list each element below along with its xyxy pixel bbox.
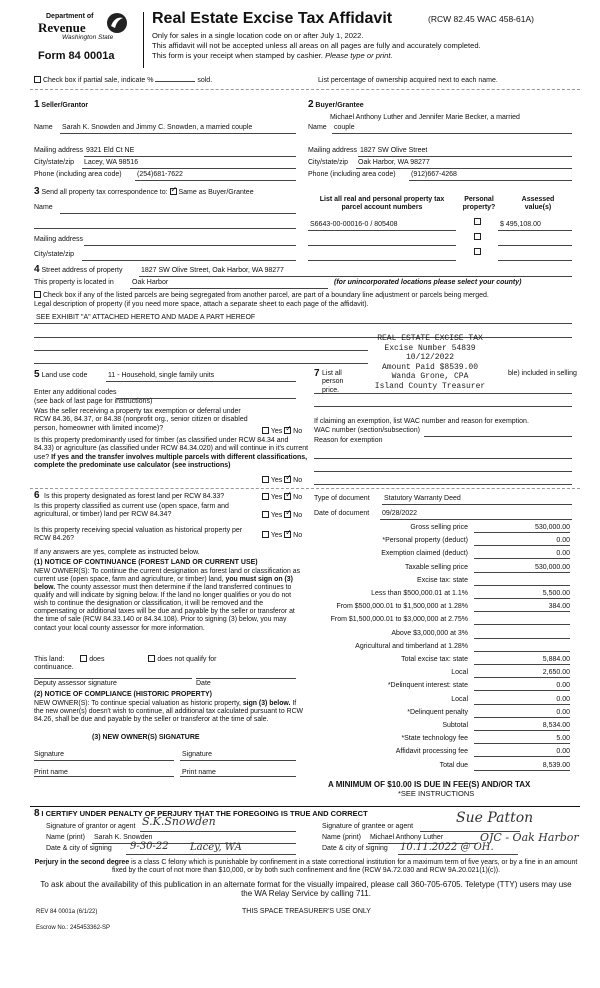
deputy-date-label: Date — [196, 680, 211, 687]
signature-label: Signature — [34, 751, 64, 758]
current-use-question: Is this property classified as current use (open space, farm and agricultural, or timber) land per RCW 84.34? — [34, 503, 229, 519]
sec6-number: 6 — [34, 490, 40, 501]
see-back-note: (see back of last page for instructions) — [34, 398, 153, 405]
personal-property-checkbox[interactable] — [474, 233, 481, 242]
notice-line2: This affidavit will not be accepted unless all areas on all pages are fully and accurately completed. — [152, 41, 481, 50]
accessibility-notice: To ask about the availability of this publication in an alternate format for the visually impaired, please call 360-705-6705. Teletype (TTY) users may use the WA Relay Service by calling 711. — [40, 880, 572, 899]
tax-row-label: *Personal property (deduct) — [382, 537, 468, 545]
forest-question: Is this property designated as forest land per RCW 84.33? — [44, 493, 225, 500]
form-title: Real Estate Excise Tax Affidavit — [152, 10, 393, 27]
ownership-note: List percentage of ownership acquired next to each name. — [318, 77, 498, 84]
reason-label: Reason for exemption — [314, 437, 383, 444]
tax-row-label: Excise tax: state — [417, 576, 468, 584]
tax-row-label: From $1,500,000.01 to $3,000,000 at 2.75% — [330, 616, 468, 624]
tax-row-value[interactable]: 0.00 — [474, 682, 570, 691]
grantor-city[interactable]: Lacey, WA — [190, 842, 242, 853]
print-name-label: Print name — [34, 769, 68, 776]
buyer-phone-label: Phone (including area code) — [308, 171, 396, 178]
grantee-date[interactable]: 10.11.2022 @ OH. — [400, 842, 494, 853]
revision-label: REV 84 0001a (6/1/22) — [36, 909, 98, 915]
tax-row-value[interactable]: 384.00 — [474, 603, 570, 612]
buyer-name-line1[interactable]: Michael Anthony Luther and Jennifer Marie Becker, a married — [330, 114, 520, 121]
tax-row-value[interactable]: 2,650.00 — [474, 669, 570, 678]
tax-row-label: Total excise tax: state — [401, 656, 468, 663]
tax-row-value[interactable] — [474, 577, 570, 586]
tax-row-label: Local — [451, 669, 468, 677]
no-checkbox[interactable] — [284, 427, 291, 434]
land-use-code[interactable]: 11 - Household, single family units — [108, 372, 215, 379]
doc-type-label: Type of document — [314, 495, 370, 502]
same-as-buyer-checkbox[interactable] — [170, 188, 177, 195]
rcw-reference: (RCW 82.45 WAC 458-61A) — [428, 14, 534, 24]
this-land-row: This land: does does not qualify for — [34, 656, 217, 663]
tax-row-label: Subtotal — [442, 722, 468, 729]
buyer-name-label: Name — [308, 124, 327, 131]
no-checkbox[interactable] — [284, 476, 291, 483]
tax-row-value[interactable]: 8,534.00 — [474, 722, 570, 731]
segregation-checkbox[interactable] — [34, 291, 41, 298]
seller-city-label: City/state/zip — [34, 159, 75, 166]
doc-type[interactable]: Statutory Warranty Deed — [384, 495, 461, 502]
tax-row-label: From $500,000.01 to $1,500,000 at 1.28% — [336, 603, 468, 611]
tax-row-label: Above $3,000,000 at 3% — [391, 629, 468, 637]
does-not-checkbox[interactable] — [148, 655, 155, 662]
exemption-yes-no: Yes ✓ No — [262, 427, 302, 436]
yes-checkbox[interactable] — [262, 427, 269, 434]
grantor-date-label: Date & city of signing — [46, 845, 112, 852]
no-checkbox[interactable] — [284, 531, 291, 538]
notice-line1: Only for sales in a single location code on or after July 1, 2022. — [152, 31, 364, 40]
tax-row-label: Exemption claimed (deduct) — [381, 550, 468, 558]
seller-phone[interactable]: (254)681-7622 — [137, 171, 183, 178]
grantee-print-name[interactable]: Michael Anthony Luther — [370, 834, 444, 841]
land-use-row: 5 Land use code — [34, 369, 88, 380]
grantee-signature[interactable]: Sue Patton — [456, 810, 534, 826]
stamp-line: REAL ESTATE EXCISE TAX — [377, 334, 483, 343]
grantee-note[interactable]: OJC - Oak Harbor — [480, 831, 579, 844]
tax-row-value[interactable] — [474, 643, 570, 652]
deputy-signature-label: Deputy assessor signature — [34, 680, 117, 687]
grantee-sig-label: Signature of grantee or agent — [322, 823, 414, 830]
seller-phone-label: Phone (including area code) — [34, 171, 122, 178]
grantor-print-label: Name (print) — [46, 834, 85, 841]
perjury-notice: Perjury in the second degree is a class C felony which is punishable by confinement in a state correctional institution for a maximum term of five years, or by a fine in an amount fixed by the court of not more than $10,000, or by both such confinement and fine (RCW 9A.72.030 and RCW 9A.20.021(1)(c)). — [34, 859, 578, 875]
parcel-number[interactable]: S6643-00-00016-0 / 805408 — [310, 221, 398, 228]
continuance-label: continuance. — [34, 664, 74, 671]
yes-checkbox[interactable] — [262, 476, 269, 483]
notice2-text: NEW OWNER(S): To continue special valuation as historic property, sign (3) below. If the new owner(s) doesn't wish to continue, all additional tax calculated pursuant to RCW 84.26, shall be due and payable by the seller or transferor at the time of sale. — [34, 700, 304, 724]
tax-row-value[interactable]: 0.00 — [474, 537, 570, 546]
sec3-city-label: City/state/zip — [34, 251, 75, 258]
separator — [30, 806, 580, 807]
special-valuation-question: Is this property receiving special valuation as historical property per RCW 84.26? — [34, 527, 243, 543]
escrow-row: Escrow No.: 245453362-SP — [36, 925, 111, 931]
assessed-value[interactable]: $ 495,108.00 — [500, 221, 541, 228]
stamp-line: Amount Paid $8539.00 — [381, 362, 478, 372]
minimum-due-note: A MINIMUM OF $10.00 IS DUE IN FEE(S) AND/OR TAX — [328, 780, 531, 789]
timber-question: Is this property predominantly used for timber (as classified under RCW 84.34 and 84.33) or agriculture (as classified under RCW 84.34.020) and will continue in it's current use? If yes and the transfer involves multiple parcels with different classifications, complete the predominate use calculator (see instructions) — [34, 437, 309, 469]
notice1-heading: (1) NOTICE OF CONTINUANCE (FOREST LAND OR CURRENT USE) — [34, 559, 258, 566]
grantor-date[interactable]: 9-30-22 — [130, 841, 169, 852]
sec3-heading: 3 Send all property tax correspondence to: ✓ Same as Buyer/Grantee — [34, 186, 254, 198]
property-address[interactable]: 1827 SW Olive Street, Oak Harbor, WA 98277 — [141, 267, 284, 274]
treasurer-use-label: THIS SPACE TREASURER'S USE ONLY — [242, 908, 371, 915]
located-city[interactable]: Oak Harbor — [132, 279, 169, 286]
buyer-phone[interactable]: (912)667-4268 — [411, 171, 457, 178]
timber-yes-no: Yes ✓ No — [262, 476, 302, 485]
tax-row-value[interactable]: 5,500.00 — [474, 590, 570, 599]
seller-city[interactable]: Lacey, WA 98516 — [84, 159, 139, 166]
yes-checkbox[interactable] — [262, 493, 269, 500]
buyer-mailing[interactable]: 1827 SW Olive Street — [360, 147, 428, 154]
see-instructions-note: *SEE INSTRUCTIONS — [398, 789, 475, 798]
grantor-print-name[interactable]: Sarah K. Snowden — [94, 834, 153, 841]
buyer-mailing-label: Mailing address — [308, 147, 358, 154]
yes-checkbox[interactable] — [262, 511, 269, 518]
legal-description[interactable]: SEE EXHIBIT "A" ATTACHED HERETO AND MADE A PART HEREOF — [36, 314, 256, 321]
header-divider — [143, 12, 144, 68]
exemption-question: Was the seller receiving a property tax exemption or deferral under RCW 84.36, 84.37, or 84.38 (nonprofit org., senior citizen or disabled person, homeowner with limited income)? — [34, 408, 248, 432]
tax-row-value[interactable]: 0.00 — [474, 696, 570, 705]
tax-row-label: *Delinquent penalty — [407, 708, 468, 716]
signature-label: Signature — [182, 751, 212, 758]
seller-name[interactable]: Sarah K. Snowden and Jimmy C. Snowden, a married couple — [62, 124, 253, 131]
no-checkbox[interactable] — [284, 493, 291, 500]
stamp-line: Island County Treasurer — [374, 381, 486, 391]
assessed-col-header: Assessed value(s) — [521, 196, 555, 212]
tax-row-label: Affidavit processing fee — [395, 748, 468, 756]
doc-date[interactable]: 09/28/2022 — [382, 510, 418, 517]
notice2-heading: (2) NOTICE OF COMPLIANCE (HISTORIC PROPERTY) — [34, 691, 212, 698]
seller-mailing[interactable]: 9321 Eld Ct NE — [86, 147, 135, 154]
seller-name-label: Name — [34, 124, 53, 131]
sec3-mailing-label: Mailing address — [34, 236, 84, 243]
personal-property-col-header: Personal property? — [462, 196, 496, 212]
tax-row-label: *Delinquent interest: state — [387, 682, 468, 690]
tax-row-value[interactable] — [474, 630, 570, 639]
tax-row-value[interactable]: 0.00 — [474, 550, 570, 559]
revenue-logo-icon — [106, 12, 128, 34]
grantee-date-label: Date & city of signing — [322, 845, 388, 852]
segregation-row: Check box if any of the listed parcels are being segregated from another parcel, are part of a boundary line adjustment or parcels being merged. — [34, 291, 489, 300]
legal-label: Legal description of property (if you need more space, attach a separate sheet to each page of the affidavit). — [34, 301, 369, 308]
buyer-city[interactable]: Oak Harbor, WA 98277 — [358, 159, 430, 166]
county-note: (for unincorporated locations please select your county) — [334, 279, 522, 286]
current-use-yes-no: Yes ✓ No — [262, 511, 302, 520]
wac-label: If claiming an exemption, list WAC number and reason for exemption. — [314, 418, 529, 425]
wac-number-label: WAC number (section/subsection) — [314, 427, 420, 434]
partial-sale-checkbox[interactable] — [34, 76, 41, 83]
tax-row-value[interactable] — [474, 616, 570, 625]
tax-row-value[interactable]: 0.00 — [474, 709, 570, 718]
new-owner-signature-heading: (3) NEW OWNER(S) SIGNATURE — [92, 734, 200, 741]
forest-yes-no: Yes ✓ No — [262, 493, 302, 502]
grantor-sig-label: Signature of grantor or agent — [46, 823, 136, 830]
special-yes-no: Yes ✓ No — [262, 531, 302, 540]
tax-row-label: Total due — [439, 761, 468, 769]
seller-heading: 1 Seller/Grantor — [34, 99, 89, 110]
certify-row: 8 I CERTIFY UNDER PENALTY OF PERJURY THAT THE FOREGOING IS TRUE AND CORRECT — [34, 808, 368, 819]
separator — [30, 488, 580, 489]
form-number: Form 84 0001a — [38, 50, 115, 62]
personal-property-checkbox[interactable] — [474, 248, 481, 257]
sec3-name-label: Name — [34, 204, 53, 211]
dept-line2: Revenue — [38, 20, 86, 35]
doc-date-label: Date of document — [314, 510, 370, 517]
sec7-personal-property-tail: ble) included in selling — [508, 370, 577, 377]
notice1-text: NEW OWNER(S): To continue the current designation as forest land or classification as current use (open space, farm and agriculture, or timber) land, you must sign on (3) below. The county assessor must then determine if the land transferred continues to qualify and will indicate by signing below. If the land no longer qualifies or you do not wish to continue the designation or classification, it will be removed and the compensating or additional taxes will be due and payable by the seller or transferor at the time of sale (RCW 84.33.140 or 84.34.108). Prior to signing (3) below, you may contact your local county assessor for more information. — [34, 568, 301, 632]
stamp-line: Wanda Grone, CPA — [391, 372, 469, 382]
tax-row-value[interactable]: 5.00 — [474, 735, 570, 744]
sec4-address-row: 4 Street address of property — [34, 264, 123, 275]
buyer-city-label: City/state/zip — [308, 159, 349, 166]
yes-checkbox[interactable] — [262, 531, 269, 538]
tax-row-value[interactable]: 5,884.00 — [474, 656, 570, 665]
sec7-number: 7 — [314, 368, 320, 379]
partial-sale-row: Check box if partial sale, indicate % sold. — [34, 76, 212, 85]
tax-row-label: Less than $500,000.01 at 1.1% — [371, 590, 468, 597]
seller-mailing-label: Mailing address — [34, 147, 84, 154]
tax-row-value[interactable]: 530,000.00 — [474, 564, 570, 573]
tax-row-label: Taxable selling price — [404, 563, 468, 571]
additional-codes-label: Enter any additional codes — [34, 389, 117, 396]
tax-row-label: Gross selling price — [410, 524, 468, 531]
tax-row-label: Local — [451, 695, 468, 703]
grantor-signature[interactable]: S.K.Snowden — [142, 815, 216, 828]
located-label: This property is located in — [34, 279, 114, 286]
does-checkbox[interactable] — [80, 655, 87, 662]
tax-row-value[interactable]: 8,539.00 — [474, 762, 570, 771]
buyer-name-line2[interactable]: couple — [334, 124, 355, 131]
sec7-personal-property: List all person price. — [322, 370, 344, 394]
buyer-heading: 2 Buyer/Grantee — [308, 99, 364, 110]
personal-property-checkbox[interactable] — [474, 218, 481, 227]
separator — [30, 89, 580, 90]
if-any-note: If any answers are yes, complete as instructed below. — [34, 549, 200, 556]
dept-line1: Department of — [46, 13, 94, 20]
stamp-line: Excise Number 54839 — [384, 343, 476, 353]
treasurer-stamp — [360, 334, 500, 392]
tax-row-label: Agricultural and timberland at 1.28% — [355, 642, 468, 650]
notice-line3: This form is your receipt when stamped by cashier. Please type or print. — [152, 51, 393, 60]
grantee-print-label: Name (print) — [322, 834, 361, 841]
tax-row-value[interactable]: 530,000.00 — [474, 524, 570, 533]
tax-row-label: *State technology fee — [401, 735, 468, 743]
no-checkbox[interactable] — [284, 511, 291, 518]
stamp-line: 10/12/2022 — [405, 353, 454, 363]
dept-line3: Washington State — [62, 34, 114, 41]
tax-row-value[interactable]: 0.00 — [474, 748, 570, 757]
print-name-label: Print name — [182, 769, 216, 776]
parcel-col-header: List all real and personal property tax parcel account numbers — [319, 196, 445, 212]
